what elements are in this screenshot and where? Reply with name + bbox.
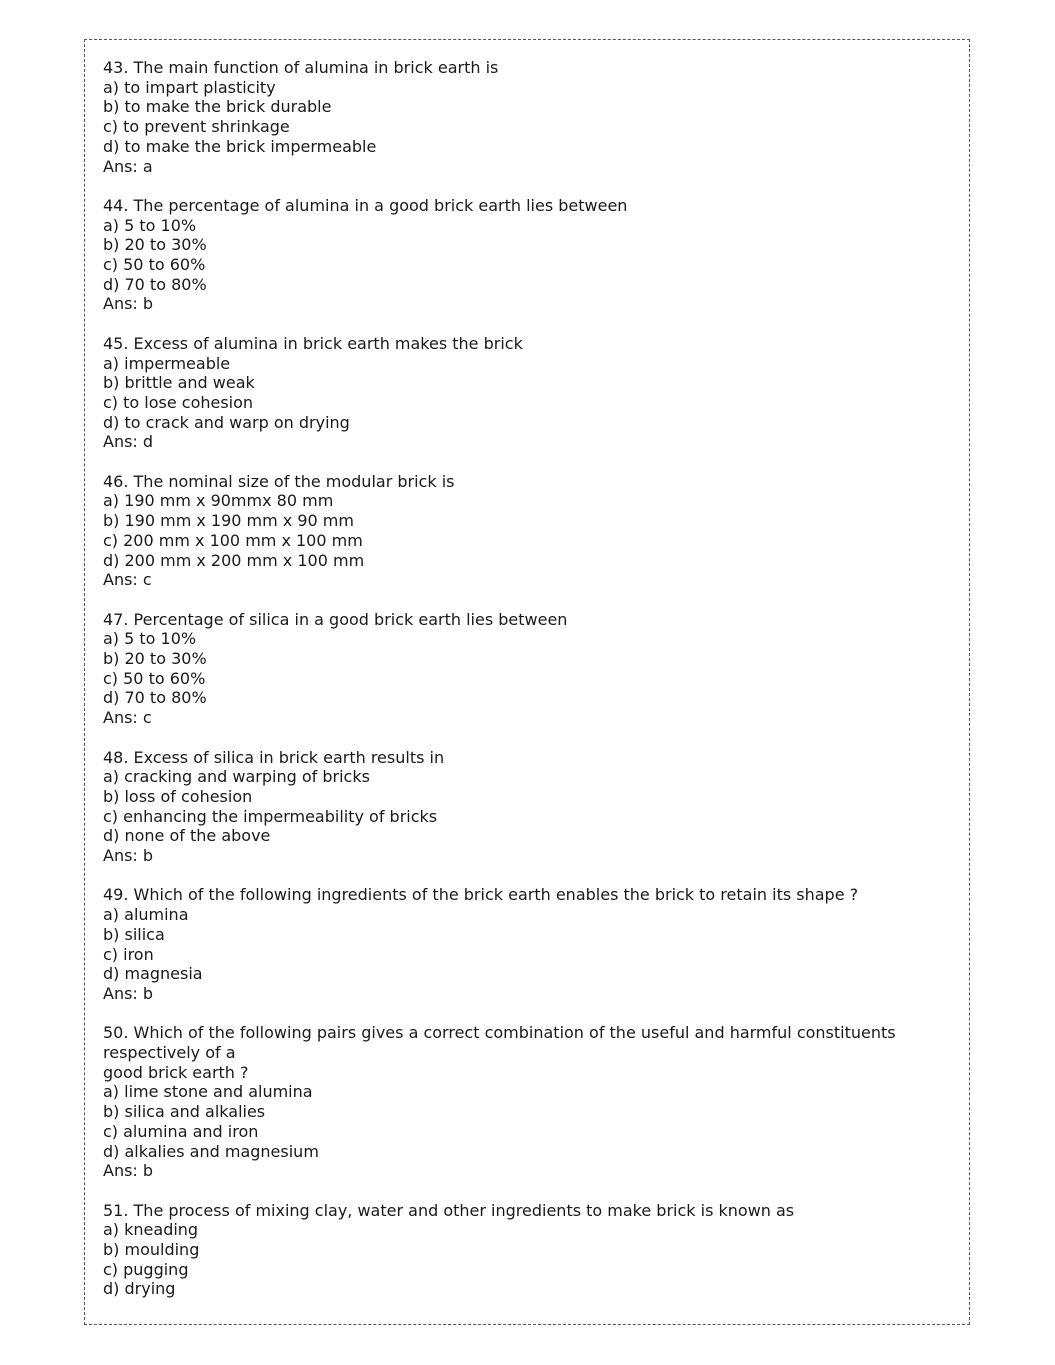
answer: Ans: a <box>103 156 153 176</box>
option-b: b) 20 to 30% <box>103 235 207 255</box>
answer: Ans: b <box>103 846 154 866</box>
option-b: b) to make the brick durable <box>103 97 332 117</box>
option-d: d) drying <box>103 1279 176 1299</box>
question-text-continued: respectively of a <box>103 1043 236 1063</box>
option-c: c) 50 to 60% <box>103 668 206 688</box>
question-45 <box>103 334 943 452</box>
question-text: 45. Excess of alumina in brick earth makes the brick <box>103 333 523 353</box>
option-a: a) 190 mm x 90mmx 80 mm <box>103 491 334 511</box>
question-text: 50. Which of the following pairs gives a correct combination of the useful and harmful constituents <box>103 1023 896 1043</box>
option-a: a) 5 to 10% <box>103 629 197 649</box>
option-d: d) 70 to 80% <box>103 274 207 294</box>
option-a: a) lime stone and alumina <box>103 1082 313 1102</box>
option-a: a) alumina <box>103 905 189 925</box>
option-c: c) alumina and iron <box>103 1121 259 1141</box>
option-d: d) none of the above <box>103 826 271 846</box>
option-b: b) brittle and weak <box>103 373 255 393</box>
option-d: d) magnesia <box>103 964 203 984</box>
option-c: c) enhancing the impermeability of bricks <box>103 806 438 826</box>
option-b: b) loss of cohesion <box>103 786 253 806</box>
answer: Ans: c <box>103 570 152 590</box>
question-43 <box>103 58 943 176</box>
question-48 <box>103 748 943 866</box>
option-c: c) to lose cohesion <box>103 392 254 412</box>
question-text: 46. The nominal size of the modular brick is <box>103 471 455 491</box>
option-c: c) pugging <box>103 1259 189 1279</box>
option-d: d) to make the brick impermeable <box>103 136 377 156</box>
answer: Ans: d <box>103 432 154 452</box>
option-b: b) moulding <box>103 1240 200 1260</box>
option-b: b) 20 to 30% <box>103 649 207 669</box>
option-c: c) to prevent shrinkage <box>103 117 290 137</box>
option-a: a) impermeable <box>103 353 231 373</box>
option-c: c) 200 mm x 100 mm x 100 mm <box>103 530 363 550</box>
answer: Ans: b <box>103 294 154 314</box>
question-50 <box>103 1023 943 1181</box>
question-list <box>103 58 943 1299</box>
option-d: d) to crack and warp on drying <box>103 412 350 432</box>
option-d: d) alkalies and magnesium <box>103 1141 319 1161</box>
question-text: 43. The main function of alumina in brick earth is <box>103 58 499 77</box>
question-49 <box>103 885 943 1003</box>
option-a: a) cracking and warping of bricks <box>103 767 370 787</box>
question-text-continued: good brick earth ? <box>103 1062 249 1082</box>
question-text: 44. The percentage of alumina in a good brick earth lies between <box>103 195 628 215</box>
question-44 <box>103 196 943 314</box>
option-d: d) 70 to 80% <box>103 688 207 708</box>
answer: Ans: c <box>103 708 152 728</box>
option-c: c) iron <box>103 944 154 964</box>
question-text: 48. Excess of silica in brick earth results in <box>103 747 445 767</box>
option-a: a) 5 to 10% <box>103 215 197 235</box>
question-text: 49. Which of the following ingredients of the brick earth enables the brick to retain its shape ? <box>103 885 859 905</box>
question-text: 47. Percentage of silica in a good brick earth lies between <box>103 609 568 629</box>
option-b: b) 190 mm x 190 mm x 90 mm <box>103 511 354 531</box>
question-text: 51. The process of mixing clay, water and other ingredients to make brick is known as <box>103 1200 795 1220</box>
question-47 <box>103 610 943 728</box>
option-a: a) kneading <box>103 1220 199 1240</box>
option-b: b) silica <box>103 924 165 944</box>
option-c: c) 50 to 60% <box>103 255 206 275</box>
answer: Ans: b <box>103 1161 154 1181</box>
option-b: b) silica and alkalies <box>103 1102 266 1122</box>
answer: Ans: b <box>103 983 154 1003</box>
question-46 <box>103 472 943 590</box>
question-51 <box>103 1201 943 1300</box>
option-d: d) 200 mm x 200 mm x 100 mm <box>103 550 365 570</box>
option-a: a) to impart plasticity <box>103 77 276 97</box>
